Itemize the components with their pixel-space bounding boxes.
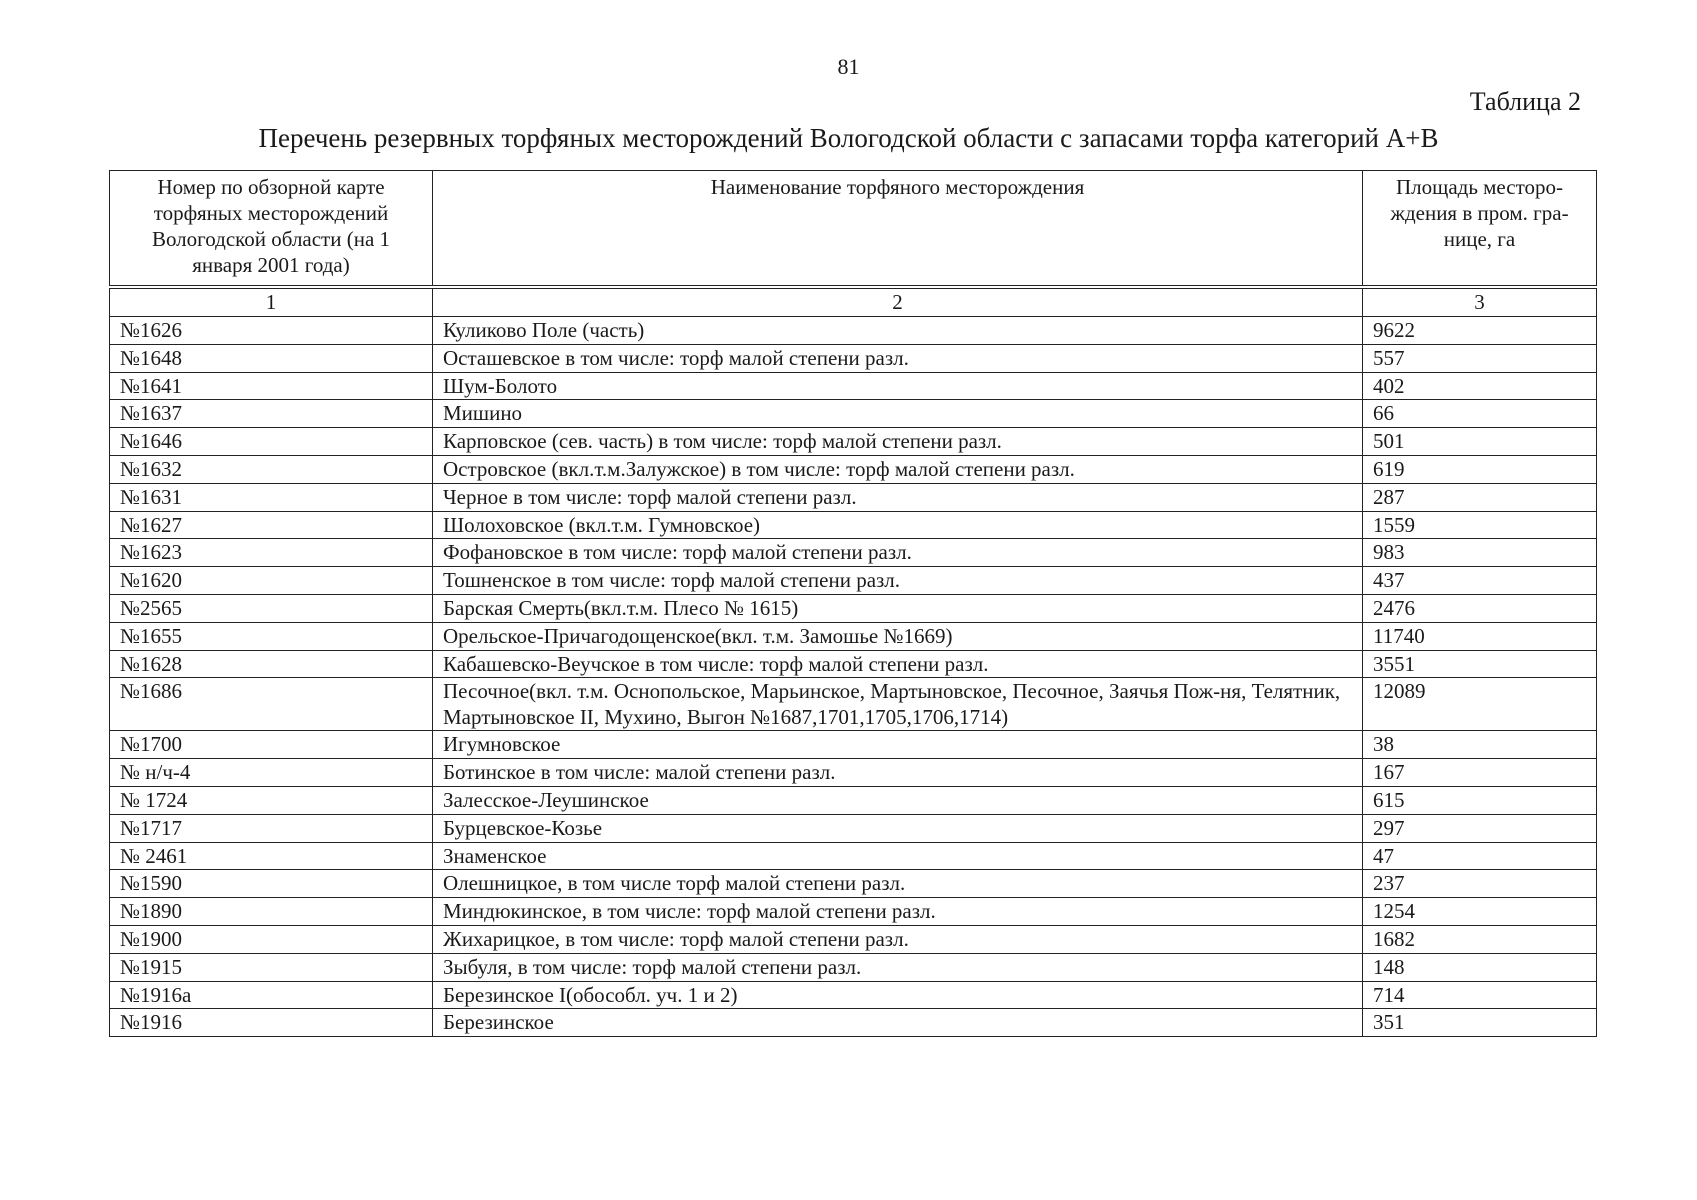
table-row — [110, 678, 1597, 731]
table-row — [110, 650, 1597, 678]
deposit-area: 1682 — [1363, 925, 1597, 953]
deposit-area: 47 — [1363, 842, 1597, 870]
deposit-name: Березинское I(обособл. уч. 1 и 2) — [433, 981, 1363, 1009]
deposit-name: Игумновское — [433, 731, 1363, 759]
deposit-name: Барская Смерть(вкл.т.м. Плесо № 1615) — [433, 594, 1363, 622]
deposit-name: Бурцевское-Козье — [433, 814, 1363, 842]
page-number: 81 — [837, 54, 860, 79]
peat-deposits-table — [109, 170, 1597, 1037]
table-row — [110, 594, 1597, 622]
deposit-area: 983 — [1363, 539, 1597, 567]
deposit-map-number: №1648 — [110, 344, 433, 372]
deposit-name: Шум-Болото — [433, 372, 1363, 400]
deposit-map-number: №1717 — [110, 814, 433, 842]
table-body — [110, 317, 1597, 1037]
table-row — [110, 400, 1597, 428]
deposit-area: 66 — [1363, 400, 1597, 428]
deposit-name: Миндюкинское, в том числе: торф малой степени разл. — [433, 898, 1363, 926]
deposit-map-number: №1900 — [110, 925, 433, 953]
deposit-map-number: №1590 — [110, 870, 433, 898]
column-header-area: Площадь месторо-ждения в пром. гра-нице, га — [1363, 171, 1597, 288]
deposit-area: 501 — [1363, 428, 1597, 456]
deposit-name: Ботинское в том числе: малой степени разл. — [433, 759, 1363, 787]
table-row — [110, 953, 1597, 981]
table-row — [110, 981, 1597, 1009]
deposit-map-number: № н/ч-4 — [110, 759, 433, 787]
deposit-area: 402 — [1363, 372, 1597, 400]
deposit-area: 167 — [1363, 759, 1597, 787]
deposit-name: Куликово Поле (часть) — [433, 317, 1363, 345]
deposit-map-number: №1890 — [110, 898, 433, 926]
table-row — [110, 539, 1597, 567]
deposit-name: Фофановское в том числе: торф малой степени разл. — [433, 539, 1363, 567]
deposit-name: Шолоховское (вкл.т.м. Гумновское) — [433, 511, 1363, 539]
column-number: 3 — [1363, 287, 1597, 317]
column-header-deposit-name: Наименование торфяного месторождения — [433, 171, 1363, 288]
deposit-area: 237 — [1363, 870, 1597, 898]
column-number: 1 — [110, 287, 433, 317]
table-row — [110, 317, 1597, 345]
table-row — [110, 898, 1597, 926]
deposit-map-number: №1916а — [110, 981, 433, 1009]
deposit-name: Песочное(вкл. т.м. Оснопольское, Марьинское, Мартыновское, Песочное, Заячья Пож-ня, Телятник, Мартыновское II, Мухино, Выгон №1687,1701,1705,1706,1714) — [433, 678, 1363, 731]
deposit-area: 12089 — [1363, 678, 1597, 731]
deposit-name: Олешницкое, в том числе торф малой степени разл. — [433, 870, 1363, 898]
deposit-map-number: №1646 — [110, 428, 433, 456]
deposit-area: 38 — [1363, 731, 1597, 759]
deposit-area: 1254 — [1363, 898, 1597, 926]
table-header-row — [110, 171, 1597, 288]
column-number-row — [110, 287, 1597, 317]
deposit-map-number: №1686 — [110, 678, 433, 731]
deposit-map-number: №1916 — [110, 1009, 433, 1037]
deposit-map-number: №1628 — [110, 650, 433, 678]
table-row — [110, 622, 1597, 650]
deposit-area: 148 — [1363, 953, 1597, 981]
document-title: Перечень резервных торфяных месторождений Вологодской области с запасами торфа категорий А+В — [258, 123, 1439, 153]
deposit-name: Знаменское — [433, 842, 1363, 870]
column-header-map-number: Номер по обзорной карте торфяных месторождений Вологодской области (на 1 января 2001 года) — [110, 171, 433, 288]
deposit-area: 437 — [1363, 567, 1597, 595]
deposit-area: 714 — [1363, 981, 1597, 1009]
table-row — [110, 344, 1597, 372]
deposit-area: 287 — [1363, 483, 1597, 511]
deposit-name: Черное в том числе: торф малой степени разл. — [433, 483, 1363, 511]
deposit-area: 2476 — [1363, 594, 1597, 622]
deposit-name: Карповское (сев. часть) в том числе: торф малой степени разл. — [433, 428, 1363, 456]
deposit-area: 3551 — [1363, 650, 1597, 678]
table-row — [110, 731, 1597, 759]
column-number: 2 — [433, 287, 1363, 317]
table-row — [110, 786, 1597, 814]
deposit-name: Орельское-Причагодощенское(вкл. т.м. Замошье №1669) — [433, 622, 1363, 650]
deposit-name: Осташевское в том числе: торф малой степени разл. — [433, 344, 1363, 372]
table-row — [110, 814, 1597, 842]
deposit-map-number: № 1724 — [110, 786, 433, 814]
table-row — [110, 372, 1597, 400]
deposit-area: 297 — [1363, 814, 1597, 842]
deposit-area: 619 — [1363, 455, 1597, 483]
deposit-map-number: №1623 — [110, 539, 433, 567]
table-row — [110, 455, 1597, 483]
table-row — [110, 1009, 1597, 1037]
deposit-map-number: №1700 — [110, 731, 433, 759]
deposit-name: Зыбуля, в том числе: торф малой степени разл. — [433, 953, 1363, 981]
deposit-map-number: №1637 — [110, 400, 433, 428]
deposit-map-number: № 2461 — [110, 842, 433, 870]
deposit-map-number: №1620 — [110, 567, 433, 595]
deposit-area: 615 — [1363, 786, 1597, 814]
table-row — [110, 428, 1597, 456]
deposit-area: 557 — [1363, 344, 1597, 372]
deposit-map-number: №1632 — [110, 455, 433, 483]
table-row — [110, 870, 1597, 898]
table-row — [110, 511, 1597, 539]
deposit-map-number: №1641 — [110, 372, 433, 400]
deposit-area: 1559 — [1363, 511, 1597, 539]
deposit-area: 9622 — [1363, 317, 1597, 345]
deposit-area: 351 — [1363, 1009, 1597, 1037]
deposit-name: Березинское — [433, 1009, 1363, 1037]
deposit-name: Залесское-Леушинское — [433, 786, 1363, 814]
table-label: Таблица 2 — [1469, 87, 1581, 116]
deposit-name: Мишино — [433, 400, 1363, 428]
deposit-map-number: №1627 — [110, 511, 433, 539]
deposit-area: 11740 — [1363, 622, 1597, 650]
table-row — [110, 759, 1597, 787]
deposit-name: Жихарицкое, в том числе: торф малой степени разл. — [433, 925, 1363, 953]
table-row — [110, 483, 1597, 511]
table-row — [110, 842, 1597, 870]
deposit-map-number: №1626 — [110, 317, 433, 345]
table-row — [110, 567, 1597, 595]
deposit-name: Кабашевско-Веучское в том числе: торф малой степени разл. — [433, 650, 1363, 678]
deposit-name: Тошненское в том числе: торф малой степени разл. — [433, 567, 1363, 595]
deposit-map-number: №1631 — [110, 483, 433, 511]
table-row — [110, 925, 1597, 953]
deposit-map-number: №1915 — [110, 953, 433, 981]
deposit-map-number: №2565 — [110, 594, 433, 622]
deposit-name: Островское (вкл.т.м.Залужское) в том числе: торф малой степени разл. — [433, 455, 1363, 483]
deposit-map-number: №1655 — [110, 622, 433, 650]
